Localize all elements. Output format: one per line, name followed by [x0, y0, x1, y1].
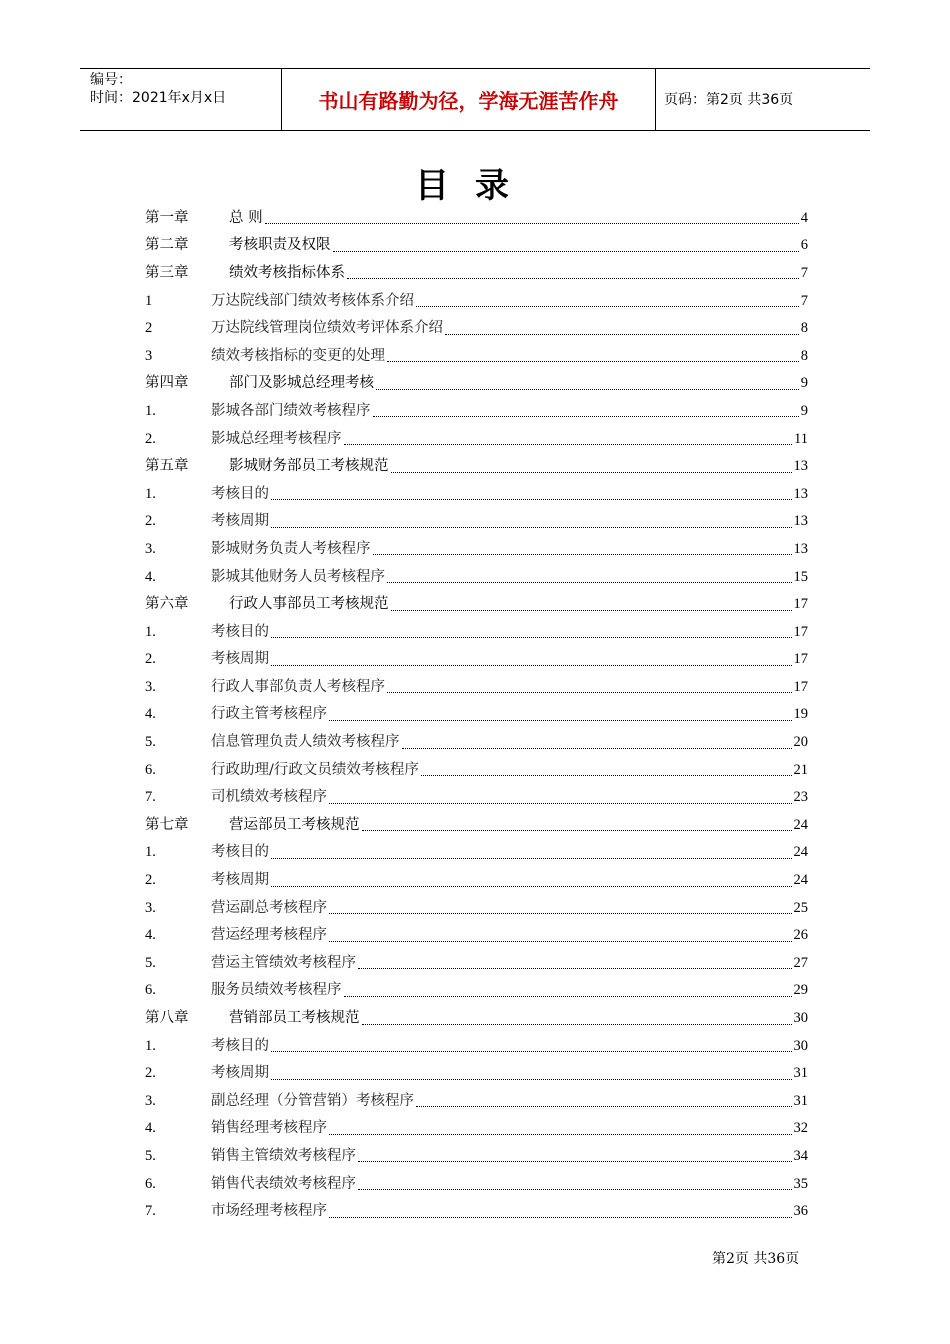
toc-entry-title: 部门及影城总经理考核	[229, 375, 374, 392]
toc-entry-title: 万达院线管理岗位绩效考评体系介绍	[211, 320, 443, 337]
toc-page-number: 29	[793, 982, 808, 999]
toc-page-number: 8	[800, 320, 808, 337]
toc-dot-leader	[416, 1106, 792, 1107]
toc-section-entry[interactable]	[145, 921, 808, 949]
toc-section-entry[interactable]	[145, 673, 808, 701]
toc-dot-leader	[329, 720, 792, 721]
toc-entry-number: 第二章	[145, 237, 189, 254]
toc-entry-number: 2.	[145, 430, 156, 447]
toc-entry-title: 营运经理考核程序	[211, 927, 327, 944]
toc-entry-number: 第五章	[145, 458, 189, 475]
toc-entry-title: 影城各部门绩效考核程序	[211, 402, 371, 419]
toc-page-number: 35	[793, 1175, 808, 1192]
toc-entry-number: 2	[145, 320, 153, 337]
toc-dot-leader	[362, 1024, 792, 1025]
toc-dot-leader	[373, 554, 792, 555]
toc-dot-leader	[391, 472, 792, 473]
toc-entry-title: 影城其他财务人员考核程序	[211, 568, 385, 585]
toc-entry-title: 考核周期	[211, 1065, 269, 1082]
toc-entry-number: 1.	[145, 1037, 156, 1054]
toc-entry-number: 1.	[145, 485, 156, 502]
toc-entry-number: 2.	[145, 513, 156, 530]
toc-page-number: 4	[800, 209, 808, 226]
toc-page-number: 13	[793, 540, 808, 557]
toc-page-number: 17	[793, 596, 808, 613]
header-divider	[655, 69, 656, 130]
toc-section-entry[interactable]	[145, 1197, 808, 1225]
toc-page-number: 24	[793, 844, 808, 861]
toc-dot-leader	[344, 444, 793, 445]
toc-page-number: 9	[800, 402, 808, 419]
toc-entry-number: 3.	[145, 899, 156, 916]
toc-dot-leader	[421, 775, 792, 776]
toc-page-number: 27	[793, 954, 808, 971]
page-footer: 第2页 共36页	[712, 1251, 800, 1267]
toc-entry-number: 第六章	[145, 596, 189, 613]
toc-dot-leader	[333, 251, 799, 252]
toc-section-entry[interactable]	[145, 480, 808, 508]
toc-entry-number: 6.	[145, 761, 156, 778]
toc-chapter-entry[interactable]	[145, 370, 808, 398]
toc-section-entry[interactable]	[145, 1087, 808, 1115]
toc-entry-title: 考核目的	[211, 1037, 269, 1054]
toc-section-entry[interactable]	[145, 314, 808, 342]
toc-entry-number: 1.	[145, 623, 156, 640]
toc-dot-leader	[358, 1189, 792, 1190]
toc-entry-title: 营运主管绩效考核程序	[211, 954, 356, 971]
toc-entry-number: 3.	[145, 1092, 156, 1109]
toc-entry-title: 营运副总考核程序	[211, 899, 327, 916]
toc-entry-number: 5.	[145, 734, 156, 751]
toc-dot-leader	[373, 416, 799, 417]
toc-entry-title: 影城财务部员工考核规范	[229, 458, 389, 475]
toc-entry-number: 4.	[145, 1120, 156, 1137]
toc-section-entry[interactable]	[145, 397, 808, 425]
toc-page-number: 25	[793, 899, 808, 916]
toc-section-entry[interactable]	[145, 287, 808, 315]
toc-section-entry[interactable]	[145, 866, 808, 894]
page-title: 目录	[415, 166, 535, 206]
date-label: 时间：2021年x月x日	[90, 90, 227, 106]
toc-page-number: 30	[793, 1037, 808, 1054]
toc-entry-number: 6.	[145, 982, 156, 999]
toc-page-number: 21	[793, 761, 808, 778]
toc-entry-title: 信息管理负责人绩效考核程序	[211, 734, 400, 751]
toc-entry-number: 4.	[145, 927, 156, 944]
toc-chapter-entry[interactable]	[145, 259, 808, 287]
toc-section-entry[interactable]	[145, 535, 808, 563]
toc-entry-title: 绩效考核指标体系	[229, 264, 345, 281]
toc-page-number: 6	[800, 237, 808, 254]
toc-dot-leader	[271, 665, 792, 666]
toc-page-number: 13	[793, 458, 808, 475]
toc-entry-title: 考核目的	[211, 485, 269, 502]
toc-entry-title: 司机绩效考核程序	[211, 789, 327, 806]
toc-page-number: 36	[793, 1203, 808, 1220]
toc-entry-number: 3.	[145, 540, 156, 557]
table-of-contents	[145, 204, 808, 1225]
toc-entry-number: 第四章	[145, 375, 189, 392]
toc-entry-title: 市场经理考核程序	[211, 1203, 327, 1220]
toc-entry-number: 1.	[145, 844, 156, 861]
toc-entry-number: 1	[145, 292, 153, 309]
toc-section-entry[interactable]	[145, 1142, 808, 1170]
toc-entry-number: 2.	[145, 1065, 156, 1082]
toc-dot-leader	[271, 637, 792, 638]
toc-entry-title: 销售代表绩效考核程序	[211, 1175, 356, 1192]
toc-page-number: 8	[800, 347, 808, 364]
toc-chapter-entry[interactable]	[145, 204, 808, 232]
toc-entry-number: 2.	[145, 651, 156, 668]
toc-page-number: 26	[793, 927, 808, 944]
toc-entry-title: 营运部员工考核规范	[229, 816, 360, 833]
toc-page-number: 19	[793, 706, 808, 723]
toc-dot-leader	[329, 1217, 792, 1218]
toc-section-entry[interactable]	[145, 839, 808, 867]
toc-dot-leader	[271, 1051, 792, 1052]
toc-dot-leader	[387, 692, 792, 693]
toc-entry-title: 服务员绩效考核程序	[211, 982, 342, 999]
toc-dot-leader	[329, 803, 792, 804]
toc-section-entry[interactable]	[145, 1115, 808, 1143]
toc-dot-leader	[362, 830, 792, 831]
toc-page-number: 31	[793, 1092, 808, 1109]
header-motto: 书山有路勤为径，学海无涯苦作舟	[318, 89, 619, 113]
toc-entry-title: 绩效考核指标的变更的处理	[211, 347, 385, 364]
toc-section-entry[interactable]	[145, 1170, 808, 1198]
toc-entry-number: 5.	[145, 954, 156, 971]
toc-entry-title: 考核周期	[211, 872, 269, 889]
toc-entry-number: 第三章	[145, 264, 189, 281]
toc-dot-leader	[347, 278, 799, 279]
toc-section-entry[interactable]	[145, 425, 808, 453]
toc-dot-leader	[271, 886, 792, 887]
toc-entry-title: 考核目的	[211, 844, 269, 861]
toc-entry-number: 第八章	[145, 1010, 189, 1027]
toc-entry-title: 行政人事部负责人考核程序	[211, 678, 385, 695]
toc-section-entry[interactable]	[145, 728, 808, 756]
toc-section-entry[interactable]	[145, 894, 808, 922]
toc-page-number: 7	[800, 292, 808, 309]
toc-dot-leader	[416, 306, 799, 307]
toc-page-number: 9	[800, 375, 808, 392]
toc-dot-leader	[329, 941, 792, 942]
toc-entry-title: 影城总经理考核程序	[211, 430, 342, 447]
toc-dot-leader	[391, 610, 792, 611]
toc-entry-title: 副总经理（分管营销）考核程序	[211, 1092, 414, 1109]
toc-page-number: 13	[793, 513, 808, 530]
toc-entry-title: 考核周期	[211, 651, 269, 668]
toc-entry-number: 第一章	[145, 209, 189, 226]
toc-dot-leader	[271, 499, 792, 500]
toc-section-entry[interactable]	[145, 508, 808, 536]
toc-chapter-entry[interactable]	[145, 452, 808, 480]
toc-entry-number: 5.	[145, 1147, 156, 1164]
toc-entry-title: 考核周期	[211, 513, 269, 530]
toc-dot-leader	[358, 968, 792, 969]
toc-entry-number: 3	[145, 347, 153, 364]
toc-entry-title: 影城财务负责人考核程序	[211, 540, 371, 557]
toc-section-entry[interactable]	[145, 1059, 808, 1087]
toc-section-entry[interactable]	[145, 783, 808, 811]
toc-dot-leader	[376, 389, 799, 390]
toc-entry-title: 考核目的	[211, 623, 269, 640]
toc-section-entry[interactable]	[145, 646, 808, 674]
toc-entry-title: 考核职责及权限	[229, 237, 331, 254]
toc-dot-leader	[387, 582, 792, 583]
toc-page-number: 11	[794, 430, 808, 447]
toc-section-entry[interactable]	[145, 977, 808, 1005]
toc-entry-number: 1.	[145, 402, 156, 419]
toc-dot-leader	[271, 527, 792, 528]
toc-dot-leader	[271, 858, 792, 859]
toc-section-entry[interactable]	[145, 342, 808, 370]
toc-section-entry[interactable]	[145, 949, 808, 977]
toc-page-number: 30	[793, 1010, 808, 1027]
toc-entry-title: 总 则	[229, 209, 263, 226]
toc-chapter-entry[interactable]	[145, 1004, 808, 1032]
toc-page-number: 7	[800, 264, 808, 281]
toc-entry-number: 7.	[145, 789, 156, 806]
toc-section-entry[interactable]	[145, 618, 808, 646]
toc-dot-leader	[344, 996, 792, 997]
toc-entry-number: 3.	[145, 678, 156, 695]
toc-dot-leader	[358, 1161, 792, 1162]
toc-entry-title: 行政主管考核程序	[211, 706, 327, 723]
toc-page-number: 24	[793, 872, 808, 889]
header-page-info: 页码：第2页 共36页	[664, 92, 794, 108]
toc-page-number: 20	[793, 734, 808, 751]
toc-entry-title: 销售主管绩效考核程序	[211, 1147, 356, 1164]
toc-dot-leader	[445, 334, 799, 335]
toc-entry-number: 第七章	[145, 816, 189, 833]
toc-entry-number: 2.	[145, 872, 156, 889]
toc-entry-number: 4.	[145, 568, 156, 585]
toc-dot-leader	[402, 748, 792, 749]
toc-entry-number: 4.	[145, 706, 156, 723]
header-meta	[90, 71, 226, 107]
toc-dot-leader	[329, 913, 792, 914]
toc-page-number: 32	[793, 1120, 808, 1137]
page-header	[80, 68, 870, 131]
toc-entry-title: 销售经理考核程序	[211, 1120, 327, 1137]
toc-dot-leader	[271, 1079, 792, 1080]
toc-entry-title: 营销部员工考核规范	[229, 1010, 360, 1027]
toc-page-number: 15	[793, 568, 808, 585]
toc-chapter-entry[interactable]	[145, 232, 808, 260]
toc-chapter-entry[interactable]	[145, 811, 808, 839]
toc-chapter-entry[interactable]	[145, 590, 808, 618]
toc-dot-leader	[329, 1134, 792, 1135]
toc-section-entry[interactable]	[145, 701, 808, 729]
toc-page-number: 17	[793, 651, 808, 668]
toc-page-number: 17	[793, 678, 808, 695]
toc-page-number: 13	[793, 485, 808, 502]
toc-page-number: 17	[793, 623, 808, 640]
code-label: 编号：	[90, 72, 132, 88]
toc-section-entry[interactable]	[145, 756, 808, 784]
toc-page-number: 23	[793, 789, 808, 806]
toc-entry-number: 7.	[145, 1203, 156, 1220]
toc-entry-number: 6.	[145, 1175, 156, 1192]
toc-entry-title: 万达院线部门绩效考核体系介绍	[211, 292, 414, 309]
toc-section-entry[interactable]	[145, 563, 808, 591]
toc-entry-title: 行政人事部员工考核规范	[229, 596, 389, 613]
toc-page-number: 31	[793, 1065, 808, 1082]
toc-dot-leader	[387, 361, 799, 362]
toc-dot-leader	[265, 223, 799, 224]
toc-section-entry[interactable]	[145, 1032, 808, 1060]
toc-entry-title: 行政助理/行政文员绩效考核程序	[211, 761, 419, 778]
toc-page-number: 34	[793, 1147, 808, 1164]
toc-page-number: 24	[793, 816, 808, 833]
